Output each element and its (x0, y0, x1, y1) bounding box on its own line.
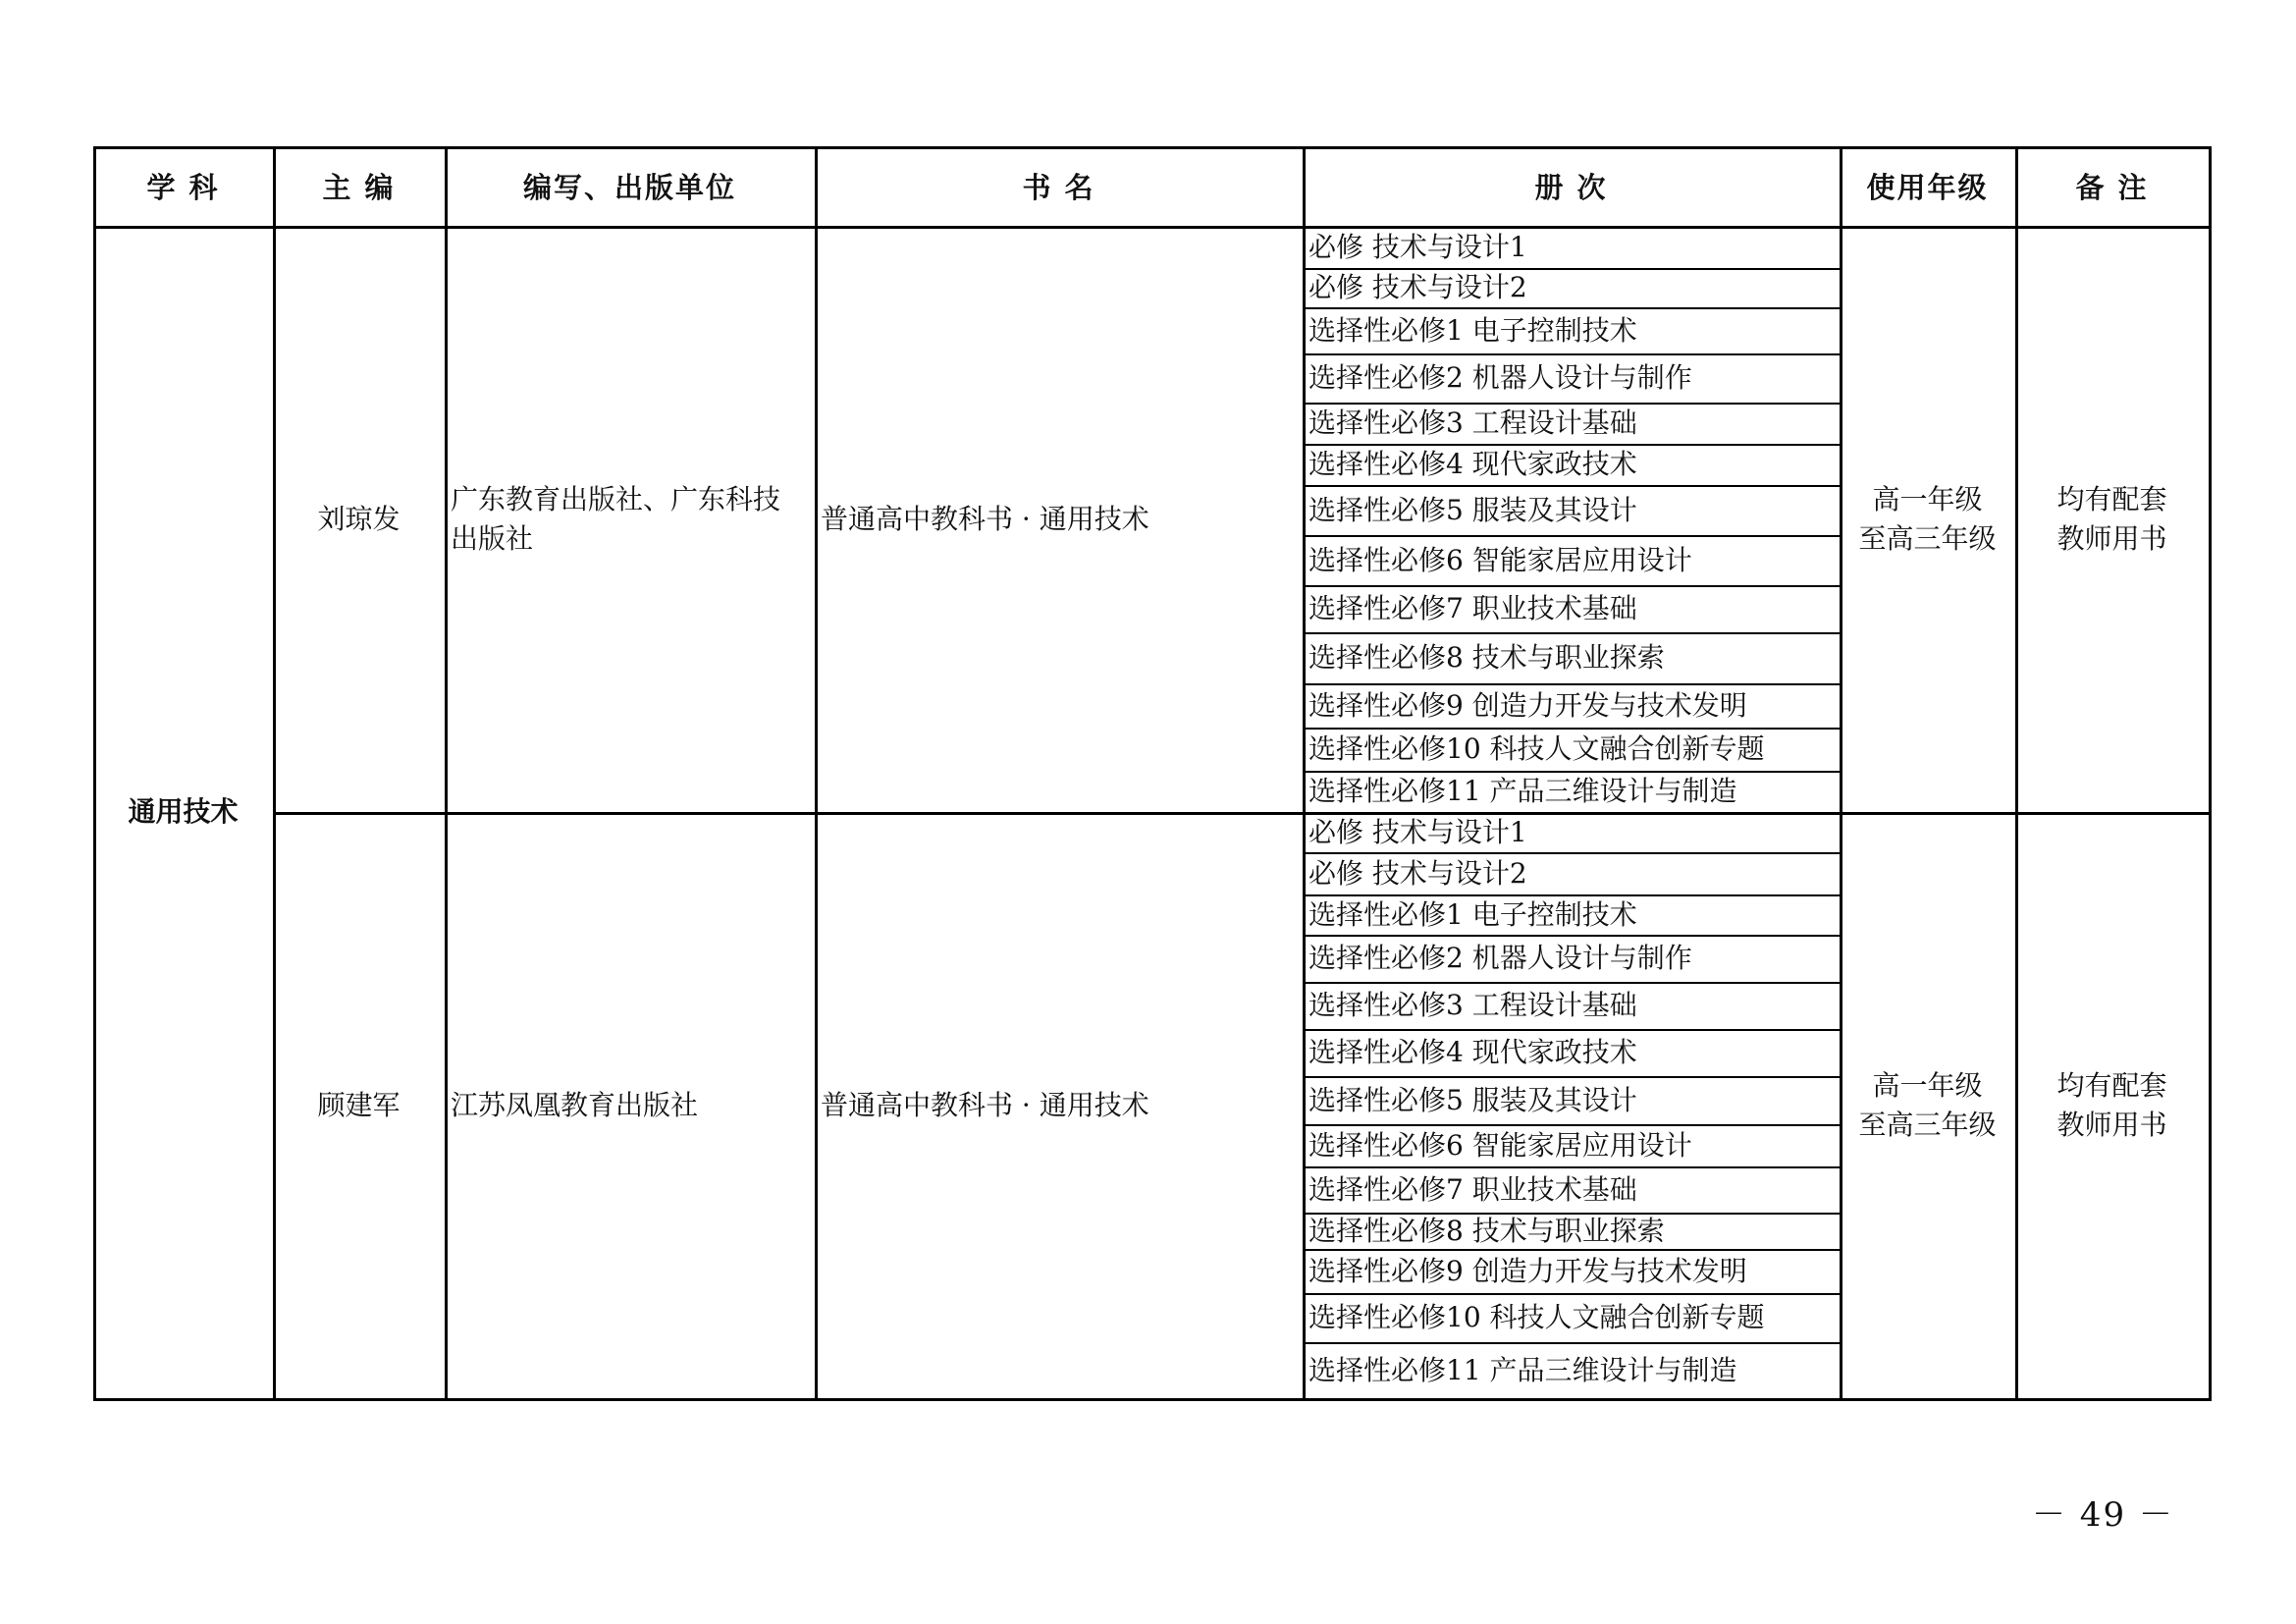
volume-item: 必修 技术与设计1 (1308, 231, 1527, 263)
volume-item: 选择性必修9 创造力开发与技术发明 (1308, 689, 1747, 722)
volume-item: 选择性必修5 服装及其设计 (1308, 494, 1637, 526)
volume-item: 选择性必修2 机器人设计与制作 (1308, 361, 1692, 394)
grade-line: 至高三年级 (1858, 521, 1997, 555)
volume-item: 选择性必修5 服装及其设计 (1308, 1084, 1637, 1116)
volume-item: 选择性必修1 电子控制技术 (1308, 898, 1637, 931)
grade-line: 高一年级 (1872, 1068, 1983, 1102)
notes-cell-1 (2015, 226, 2209, 812)
editor-cell-2: 顾建军 (317, 1088, 400, 1121)
volume-item: 选择性必修1 电子控制技术 (1308, 314, 1637, 347)
volume-item: 必修 技术与设计2 (1308, 271, 1527, 303)
header-grade: 使用年级 (1866, 171, 1989, 204)
volume-item: 选择性必修7 职业技术基础 (1308, 592, 1637, 624)
volume-item: 选择性必修6 智能家居应用设计 (1308, 544, 1692, 576)
volume-item: 选择性必修3 工程设计基础 (1308, 406, 1637, 439)
header-notes: 备 注 (2075, 171, 2149, 204)
grade-line: 高一年级 (1872, 482, 1983, 515)
book-cell-2: 普通高中教科书 · 通用技术 (821, 1088, 1149, 1121)
page-number: － 49 － (2032, 1495, 2174, 1535)
volume-item: 选择性必修2 机器人设计与制作 (1308, 942, 1692, 974)
volume-item: 必修 技术与设计1 (1308, 816, 1527, 848)
grade-cell-2 (1840, 812, 2015, 1398)
header-book: 书 名 (1022, 171, 1095, 204)
grade-line: 至高三年级 (1858, 1108, 1997, 1141)
volume-item: 选择性必修8 技术与职业探索 (1308, 1215, 1665, 1247)
header-volumes: 册 次 (1534, 171, 1608, 204)
volume-item: 选择性必修10 科技人文融合创新专题 (1308, 732, 1765, 765)
notes-line: 教师用书 (2056, 1108, 2167, 1141)
volume-item: 选择性必修7 职业技术基础 (1308, 1173, 1637, 1206)
volume-item: 选择性必修4 现代家政技术 (1308, 448, 1637, 480)
header-publisher: 编写、出版单位 (522, 171, 736, 204)
publisher-cell-1: 广东教育出版社、广东科技出版社 (451, 482, 781, 555)
volume-item: 选择性必修9 创造力开发与技术发明 (1308, 1255, 1747, 1287)
notes-line: 均有配套 (2056, 1068, 2167, 1102)
publisher-cell-2: 江苏凤凰教育出版社 (451, 1088, 699, 1121)
notes-cell-2 (2015, 812, 2209, 1398)
volume-item: 选择性必修6 智能家居应用设计 (1308, 1129, 1692, 1162)
volume-item: 选择性必修8 技术与职业探索 (1308, 641, 1665, 674)
editor-cell-1: 刘琼发 (317, 502, 400, 535)
book-cell-1: 普通高中教科书 · 通用技术 (821, 502, 1149, 535)
volume-item: 选择性必修10 科技人文融合创新专题 (1308, 1301, 1765, 1333)
textbook-table (93, 146, 2212, 1401)
header-editor: 主 编 (322, 171, 396, 204)
volume-item: 必修 技术与设计2 (1308, 857, 1527, 890)
header-subject: 学 科 (146, 171, 220, 204)
subject-cell: 通用技术 (128, 795, 239, 828)
volume-item: 选择性必修4 现代家政技术 (1308, 1036, 1637, 1068)
grade-cell-1 (1840, 226, 2015, 812)
volume-item: 选择性必修11 产品三维设计与制造 (1308, 1354, 1737, 1386)
volume-item: 选择性必修11 产品三维设计与制造 (1308, 775, 1737, 807)
notes-line: 教师用书 (2056, 521, 2167, 555)
notes-line: 均有配套 (2056, 482, 2167, 515)
volume-item: 选择性必修3 工程设计基础 (1308, 989, 1637, 1021)
